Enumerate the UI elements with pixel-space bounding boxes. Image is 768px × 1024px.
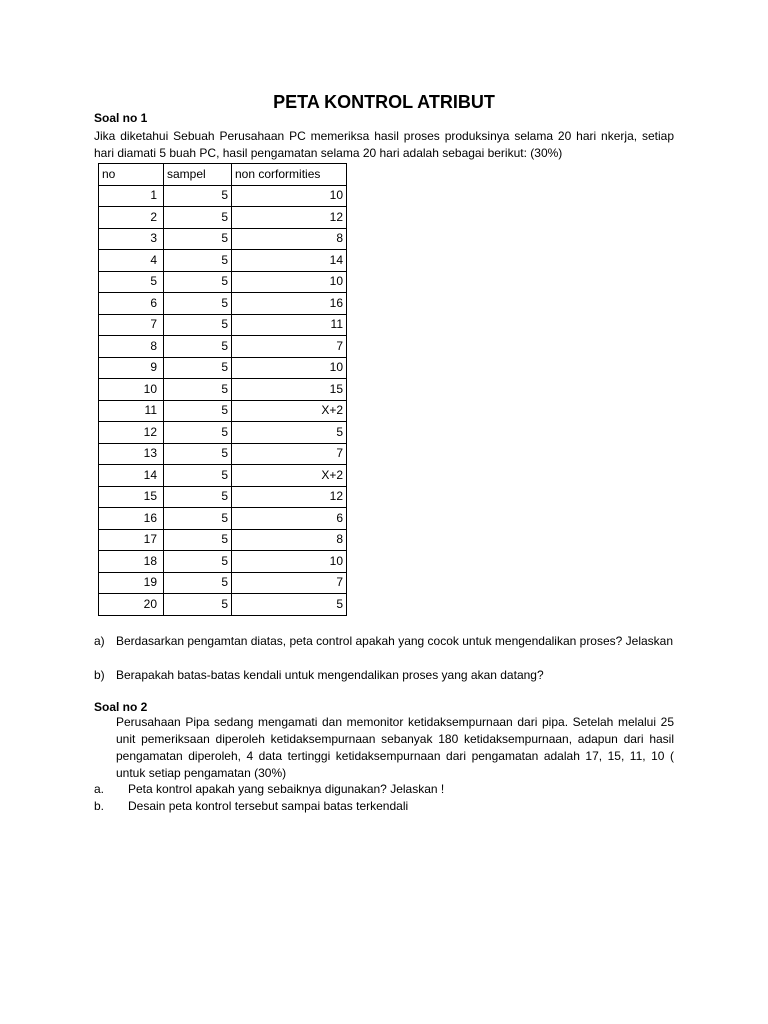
table-row bbox=[99, 357, 347, 379]
cell-no: 15 bbox=[99, 486, 164, 508]
cell-sampel: 5 bbox=[164, 486, 232, 508]
table-row bbox=[99, 465, 347, 487]
cell-sampel: 5 bbox=[164, 207, 232, 229]
cell-sampel: 5 bbox=[164, 422, 232, 444]
cell-non-conformities: 10 bbox=[232, 185, 347, 207]
cell-no: 17 bbox=[99, 529, 164, 551]
cell-sampel: 5 bbox=[164, 357, 232, 379]
table-row bbox=[99, 250, 347, 272]
cell-non-conformities: 12 bbox=[232, 207, 347, 229]
soal-1-question-a bbox=[94, 633, 674, 650]
cell-sampel: 5 bbox=[164, 465, 232, 487]
cell-non-conformities: 14 bbox=[232, 250, 347, 272]
soal-2-heading: Soal no 2 bbox=[94, 700, 148, 714]
table-row bbox=[99, 508, 347, 530]
cell-sampel: 5 bbox=[164, 314, 232, 336]
table-row bbox=[99, 572, 347, 594]
cell-sampel: 5 bbox=[164, 572, 232, 594]
column-header-non-conformities: non corformities bbox=[232, 164, 347, 186]
soal-2-question-a bbox=[94, 781, 674, 798]
table-row bbox=[99, 529, 347, 551]
cell-non-conformities: 5 bbox=[232, 594, 347, 616]
cell-sampel: 5 bbox=[164, 185, 232, 207]
cell-no: 5 bbox=[99, 271, 164, 293]
table-row bbox=[99, 594, 347, 616]
table-row bbox=[99, 379, 347, 401]
column-header-no: no bbox=[99, 164, 164, 186]
cell-non-conformities: X+2 bbox=[232, 465, 347, 487]
cell-sampel: 5 bbox=[164, 594, 232, 616]
cell-non-conformities: 11 bbox=[232, 314, 347, 336]
table-row bbox=[99, 400, 347, 422]
cell-no: 12 bbox=[99, 422, 164, 444]
cell-sampel: 5 bbox=[164, 271, 232, 293]
table-row bbox=[99, 443, 347, 465]
cell-no: 9 bbox=[99, 357, 164, 379]
cell-non-conformities: X+2 bbox=[232, 400, 347, 422]
cell-no: 2 bbox=[99, 207, 164, 229]
cell-sampel: 5 bbox=[164, 379, 232, 401]
table-row bbox=[99, 422, 347, 444]
table-row bbox=[99, 486, 347, 508]
cell-non-conformities: 7 bbox=[232, 443, 347, 465]
cell-no: 16 bbox=[99, 508, 164, 530]
column-header-sampel: sampel bbox=[164, 164, 232, 186]
table-row bbox=[99, 314, 347, 336]
cell-sampel: 5 bbox=[164, 336, 232, 358]
table-row bbox=[99, 293, 347, 315]
cell-non-conformities: 7 bbox=[232, 336, 347, 358]
cell-no: 13 bbox=[99, 443, 164, 465]
table-row bbox=[99, 185, 347, 207]
cell-no: 11 bbox=[99, 400, 164, 422]
cell-sampel: 5 bbox=[164, 508, 232, 530]
cell-no: 3 bbox=[99, 228, 164, 250]
question-text: Berdasarkan pengamtan diatas, peta control apakah yang cocok untuk mengendalikan proses? Jelaskan bbox=[116, 634, 674, 648]
question-label: a) bbox=[94, 634, 105, 648]
cell-no: 7 bbox=[99, 314, 164, 336]
cell-sampel: 5 bbox=[164, 293, 232, 315]
cell-non-conformities: 5 bbox=[232, 422, 347, 444]
question-text: Berapakah batas-batas kendali untuk mengendalikan proses yang akan datang? bbox=[116, 668, 544, 682]
cell-sampel: 5 bbox=[164, 250, 232, 272]
question-text: Peta kontrol apakah yang sebaiknya digunakan? Jelaskan ! bbox=[128, 782, 445, 796]
soal-1-heading: Soal no 1 bbox=[94, 111, 148, 125]
table-body bbox=[99, 185, 347, 615]
cell-no: 14 bbox=[99, 465, 164, 487]
question-label: b. bbox=[94, 799, 105, 813]
cell-no: 1 bbox=[99, 185, 164, 207]
table-row bbox=[99, 551, 347, 573]
cell-non-conformities: 8 bbox=[232, 228, 347, 250]
cell-non-conformities: 12 bbox=[232, 486, 347, 508]
table-row bbox=[99, 271, 347, 293]
cell-non-conformities: 7 bbox=[232, 572, 347, 594]
cell-non-conformities: 10 bbox=[232, 357, 347, 379]
cell-no: 19 bbox=[99, 572, 164, 594]
question-label: b) bbox=[94, 668, 105, 682]
cell-no: 8 bbox=[99, 336, 164, 358]
cell-no: 4 bbox=[99, 250, 164, 272]
cell-non-conformities: 10 bbox=[232, 551, 347, 573]
cell-sampel: 5 bbox=[164, 228, 232, 250]
table-row bbox=[99, 228, 347, 250]
cell-non-conformities: 6 bbox=[232, 508, 347, 530]
page-title: PETA KONTROL ATRIBUT bbox=[273, 92, 495, 112]
cell-sampel: 5 bbox=[164, 400, 232, 422]
question-label: a. bbox=[94, 782, 105, 796]
cell-sampel: 5 bbox=[164, 443, 232, 465]
cell-no: 20 bbox=[99, 594, 164, 616]
soal-1-question-b bbox=[94, 667, 674, 684]
cell-non-conformities: 15 bbox=[232, 379, 347, 401]
cell-no: 6 bbox=[99, 293, 164, 315]
cell-non-conformities: 8 bbox=[232, 529, 347, 551]
question-text: Desain peta kontrol tersebut sampai batas terkendali bbox=[128, 799, 409, 813]
cell-non-conformities: 16 bbox=[232, 293, 347, 315]
cell-sampel: 5 bbox=[164, 529, 232, 551]
cell-no: 10 bbox=[99, 379, 164, 401]
cell-sampel: 5 bbox=[164, 551, 232, 573]
table-row bbox=[99, 207, 347, 229]
soal-2-question-b bbox=[94, 798, 674, 815]
soal-2-intro: Perusahaan Pipa sedang mengamati dan memonitor ketidaksempurnaan dari pipa. Setelah melalui 25 unit pemeriksaan diperoleh ketidaksempurnaan sebanyak 180 ketidaksempurnaan, adapun dari hasil pengamatan diperoleh, 4 data tertinggi ketidaksempurnaan dari pengamatan adalah 17, 15, 11, 10 ( untuk setiap pengamatan (30%) bbox=[116, 715, 674, 780]
cell-non-conformities: 10 bbox=[232, 271, 347, 293]
data-table bbox=[98, 163, 347, 616]
cell-no: 18 bbox=[99, 551, 164, 573]
table-header-row bbox=[99, 164, 347, 186]
table-row bbox=[99, 336, 347, 358]
soal-1-intro: Jika diketahui Sebuah Perusahaan PC memeriksa hasil proses produksinya selama 20 hari nkerja, setiap hari diamati 5 buah PC, hasil pengamatan selama 20 hari adalah sebagai berikut: (30%) bbox=[94, 129, 674, 160]
